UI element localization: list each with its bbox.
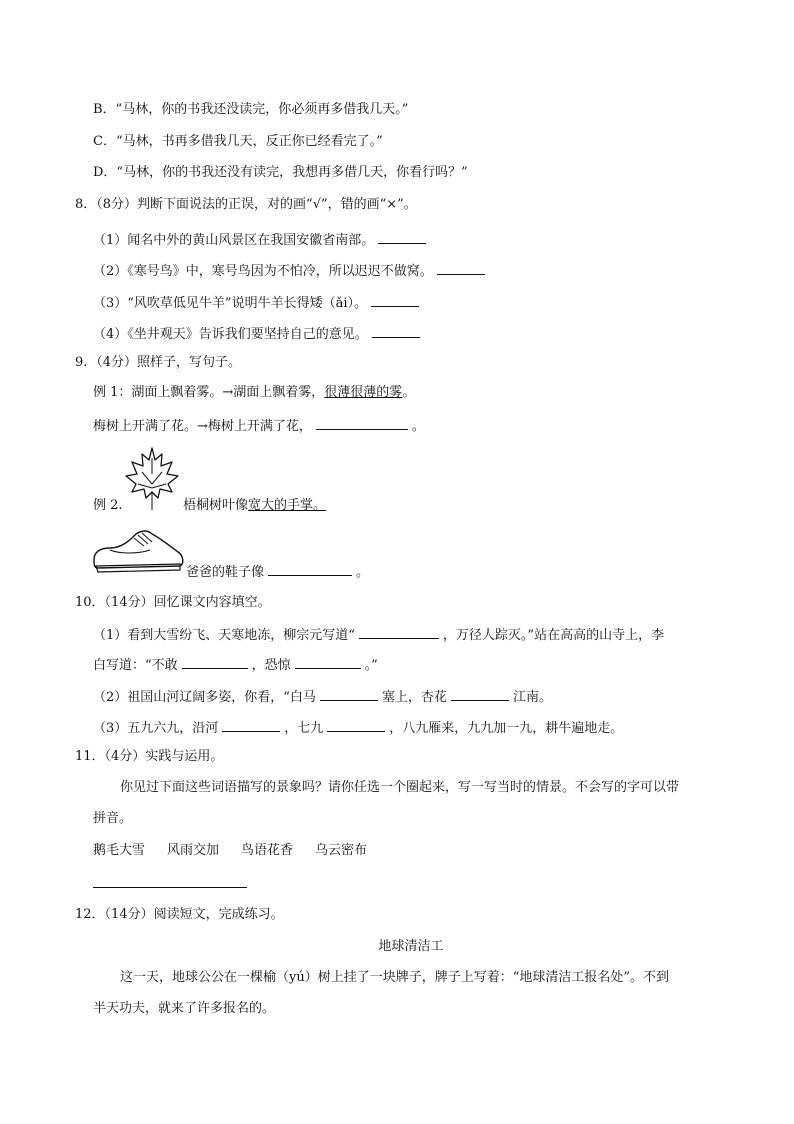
answer-blank[interactable]: [451, 686, 509, 701]
q10-heading: 10．（14分）回忆课文内容填空。: [75, 595, 271, 610]
answer-blank[interactable]: [371, 292, 419, 307]
answer-blank[interactable]: [268, 561, 352, 576]
q9-example-2-label: 例 2.: [93, 498, 123, 513]
q8-item-2: （2）《寒号鸟》中，寒号鸟因为不怕冷，所以迟迟不做窝。: [93, 260, 489, 281]
answer-blank[interactable]: [378, 229, 426, 244]
answer-blank[interactable]: [327, 717, 385, 732]
answer-blank[interactable]: [437, 260, 485, 275]
word-option[interactable]: 乌云密布: [315, 843, 368, 858]
q9-example-2: 梧桐树叶像宽大的手掌。: [183, 498, 327, 513]
q11-heading: 11．（4分）实践与运用。: [75, 749, 224, 764]
q10-line-4: （3）五九六九，沿河 ，七九 ，八九雁来，九九加一九，耕牛遍地走。: [93, 717, 623, 738]
q10-line-1: （1）看到大雪纷飞、天寒地冻，柳宗元写道“ ，万径人踪灭。”站在高高的山寺上，李: [93, 624, 664, 645]
q8-item-1: （1）闻名中外的黄山风景区在我国安徽省南部。: [93, 229, 430, 250]
q9-task-2: 爸爸的鞋子像 。: [186, 561, 369, 582]
q10-line-3: （2）祖国山河辽阔多姿，你看，“白马 塞上，杏花 江南。: [93, 686, 552, 707]
q7-option-c: C．“马林，书再多借我几天，反正你已经看完了。”: [93, 134, 383, 149]
q8-item-3: （3）“风吹草低见牛羊”说明牛羊长得矮（ǎi）。: [93, 292, 423, 313]
q11-paragraph-1: 你见过下面这些词语描写的景象吗？请你任选一个圈起来，写一写当时的情景。不会写的字可以带: [120, 780, 680, 795]
q7-option-d: D．“马林，你的书我还没有读完，我想再多借几天，你看行吗？”: [93, 165, 468, 180]
q8-item-4: （4）《坐井观天》告诉我们要坚持自己的意见。: [93, 323, 424, 344]
passage-title: 地球清洁工: [378, 939, 444, 954]
q12-heading: 12．（14分）阅读短文，完成练习。: [75, 907, 284, 922]
passage-paragraph-1: 这一天，地球公公在一棵榆（yú）树上挂了一块牌子，牌子上写着：“地球清洁工报名处”。不到: [120, 970, 670, 985]
q11-paragraph-2: 拼音。: [93, 811, 133, 826]
maple-leaf-icon: [124, 444, 180, 512]
answer-blank[interactable]: [372, 323, 420, 338]
q7-option-b: B．“马林，你的书我还没读完，你必须再多借我几天。”: [93, 102, 409, 117]
q9-example-1: 例 1：湖面上飘着雾。→湖面上飘着雾，很薄很薄的雾。: [93, 385, 416, 400]
q10-line-2: 白写道：“不敢 ，恐惊 。”: [93, 654, 378, 675]
q11-word-list: [93, 842, 389, 860]
answer-blank[interactable]: [222, 717, 280, 732]
shoe-icon: [90, 524, 186, 574]
word-option[interactable]: 鸟语花香: [241, 843, 294, 858]
answer-blank[interactable]: [359, 624, 439, 639]
q11-answer-line[interactable]: [93, 887, 247, 888]
word-option[interactable]: 鹅毛大雪: [93, 843, 146, 858]
answer-blank[interactable]: [182, 654, 248, 669]
q9-heading: 9．（4分）照样子，写句子。: [75, 355, 242, 370]
answer-blank[interactable]: [295, 654, 361, 669]
answer-blank[interactable]: [316, 415, 408, 430]
q8-heading: 8．（8分）判断下面说法的正误，对的画“√”，错的画“×”。: [75, 197, 417, 212]
word-option[interactable]: 风雨交加: [167, 843, 220, 858]
answer-blank[interactable]: [320, 686, 378, 701]
passage-paragraph-2: 半天功夫，就来了许多报名的。: [93, 1001, 276, 1016]
q9-task-1: 梅树上开满了花。→梅树上开满了花， 。: [93, 415, 425, 436]
